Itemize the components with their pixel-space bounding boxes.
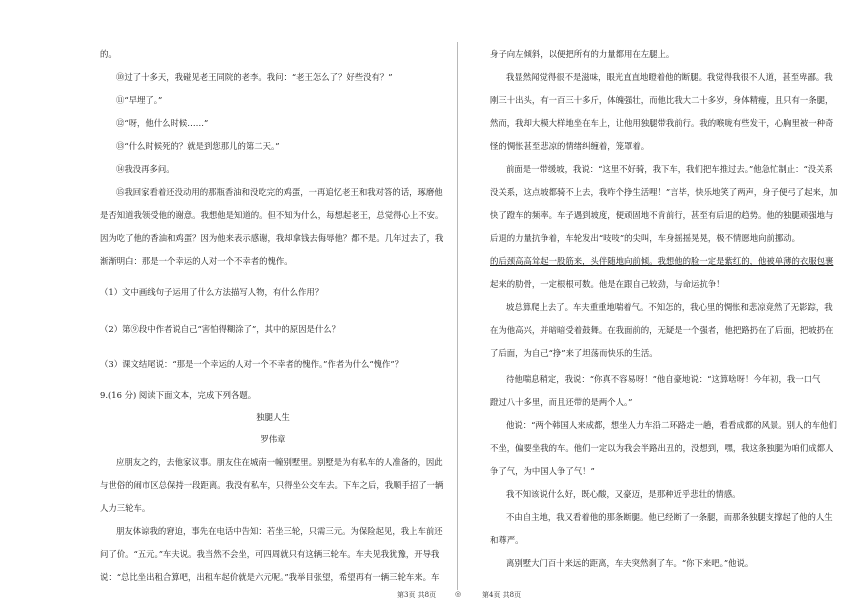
underlined-sentence: 的后颈高高耸起一股筋来，头伴随地向前倾。我想他的脸一定是紫红的，他被单薄的衣服包裹 (490, 256, 834, 266)
paragraph-line: 前面是一带缓坡，我说：“这里不好骑，我下车，我们把车推过去。”他急忙制止：“没关系 (506, 164, 833, 174)
paragraph-line: 没关系，这点坡都骑不上去，我咋个挣生活哩！”言毕，快乐地笑了两声，身子便弓了起来，加 (490, 187, 838, 197)
paragraph-line: ⑪“早埋了。” (116, 95, 163, 105)
paragraph-line: ⑫“呀，他什么时候……” (116, 118, 209, 128)
paragraph-line: ⑮我回家看着还没动用的那瓶香油和没吃完的鸡蛋，一再追忆老王和我对答的话，琢磨他 (116, 187, 443, 197)
paragraph-line: 身子向左倾斜，以便把所有的力量都用在左腿上。 (490, 49, 675, 59)
paragraph-line: 在为他高兴，并暗暗受着鼓舞。在我面前的，无疑是一个强者，他把路扔在了后面，把坡扔在 (490, 325, 834, 335)
paragraph-line: 不由自主地，我又看着他的那条断腿。他已经断了一条腿，而那条独腿支撑起了他的人生 (506, 512, 833, 522)
paragraph-line: 我显然闻觉得很不是滋味，眼光直直地瞪着他的断腿。我觉得我很不人道，甚至卑鄙。我 (506, 72, 833, 82)
paragraph-line: 是否知道我领受他的谢意。我想他是知道的。但不知为什么，每想起老王，总觉得心上不安。 (100, 210, 444, 220)
paragraph-line: 快了蹬车的频率。车子遇到坡度，便顽固地不肯前行，甚至有后退的趋势。他的独腿顽强地与 (490, 210, 834, 220)
paragraph-line: 后退的力量抗争着，车轮发出“吱吱”的尖叫，车身摇摇晃晃，极不情愿地向前挪动。 (490, 233, 801, 243)
paragraph-line: 他说：“两个韩国人来成都，想坐人力车沿二环路走一趟，看看成都的风景。别人的车他们 (506, 420, 837, 430)
article-author: 罗伟章 (260, 434, 286, 444)
paragraph-line: ⑬“什么时候死的？就是到您那儿的第二天。” (116, 141, 280, 151)
paragraph-line: 我不知该说什么好，既心酸，又豪迈，是那种近乎悲壮的情感。 (506, 489, 741, 499)
paragraph-line: 刚三十出头，有一百三十多斤，体魄强壮，而他比我大二十多岁，身体精瘦，且只有一条腿， (490, 95, 834, 105)
question-9-heading: 9.(16 分) 阅读下面文本，完成下列各题。 (100, 390, 257, 400)
paragraph-line: 争了气，为中国人争了气！” (490, 466, 595, 476)
paragraph-line: 离别墅大门百十来远的距离，车夫突然刹了车。“你下来吧。”他说。 (506, 558, 754, 568)
paragraph-line: 因为吃了他的香油和鸡蛋？因为他来表示感谢，我却拿钱去侮辱他？都不是。几年过去了，我 (100, 233, 444, 243)
paragraph-line: 应朋友之约，去他家议事。朋友住在城南一幢别墅里。别墅是为有私车的人准备的，因此 (116, 457, 443, 467)
paragraph-line: 朋友体谅我的窘迫，事先在电话中告知：若坐三轮，只需三元。为保险起见，我上车前还 (116, 526, 443, 536)
page-divider (457, 42, 458, 590)
article-title: 独腿人生 (256, 412, 290, 422)
paragraph-line: 和尊严。 (490, 535, 524, 545)
paragraph-line: 不坐，偏要坐我的车。他们一定以为我会半路出丑的，没想到，嘿，我这条独腿为咱们成都人 (490, 443, 834, 453)
page-number-right: 第4页 共8页 (482, 591, 522, 599)
binding-hole-icon: ◎ (455, 590, 462, 598)
paragraph-line: ⑭我没再多问。 (116, 164, 175, 174)
paragraph-line: 与世俗的闹市区总保持一段距离。我没有私车，只得坐公交车去。下车之后，我顺手招了一辆 (100, 480, 444, 490)
paragraph-line: 人力三轮车。 (100, 503, 151, 513)
paragraph-line: 渐渐明白：那是一个幸运的人对一个不幸者的愧作。 (100, 256, 293, 266)
question-2: （2）第⑨段中作者说自己“害怕得糊涂了”，其中的原因是什么？ (100, 324, 341, 334)
page-number-left: 第3页 共8页 (397, 591, 437, 599)
paragraph-line: 然而，我却大模大样地坐在车上，让他用独腿带我前行。我的喉咙有些发干，心胸里被一种奇 (490, 118, 834, 128)
paragraph-line: 说：“总比坐出租合算吧，出租车起价就是六元呢。”我举目张望，希望再有一辆三轮车来。车 (100, 572, 440, 582)
question-3: （3）课文结尾说：“那是一个幸运的人对一个不幸者的愧作。”作者为什么“愧作”？ (100, 359, 404, 369)
paragraph-line: ⑩过了十多天，我碰见老王同院的老李。我问：“老王怎么了？好些没有？” (116, 72, 393, 82)
paragraph-line: 问了价。“五元。”车夫说。我当然不会坐，可四周就只有这辆三轮车。车夫见我犹豫，开导我 (100, 549, 440, 559)
paragraph-line: 的。 (100, 49, 117, 59)
question-1: （1）文中画线句子运用了什么方法描写人物，有什么作用？ (100, 287, 324, 297)
paragraph-line: 蹬过八十多里，而且还带的是两个人。” (490, 397, 633, 407)
paragraph-line: 了后面，为自己“挣”来了坦荡而快乐的生活。 (490, 348, 658, 358)
paragraph-line: 坡总算爬上去了。车夫重重地喘着气。不知怎的，我心里的惆怅和悲凉竟然了无影踪，我 (506, 302, 833, 312)
paragraph-line: 起来的肋骨，一定根根可数。他是在跟自己较劲，与命运抗争！ (490, 279, 725, 289)
paragraph-line: 待他喘息稍定，我说：“你真不容易呀！”他自豪地说：“这算啥呀！今年初，我一口气 (506, 374, 821, 384)
paragraph-line: 怪的惆怅甚至悲凉的情绪纠缠着，笼罩着。 (490, 141, 650, 151)
